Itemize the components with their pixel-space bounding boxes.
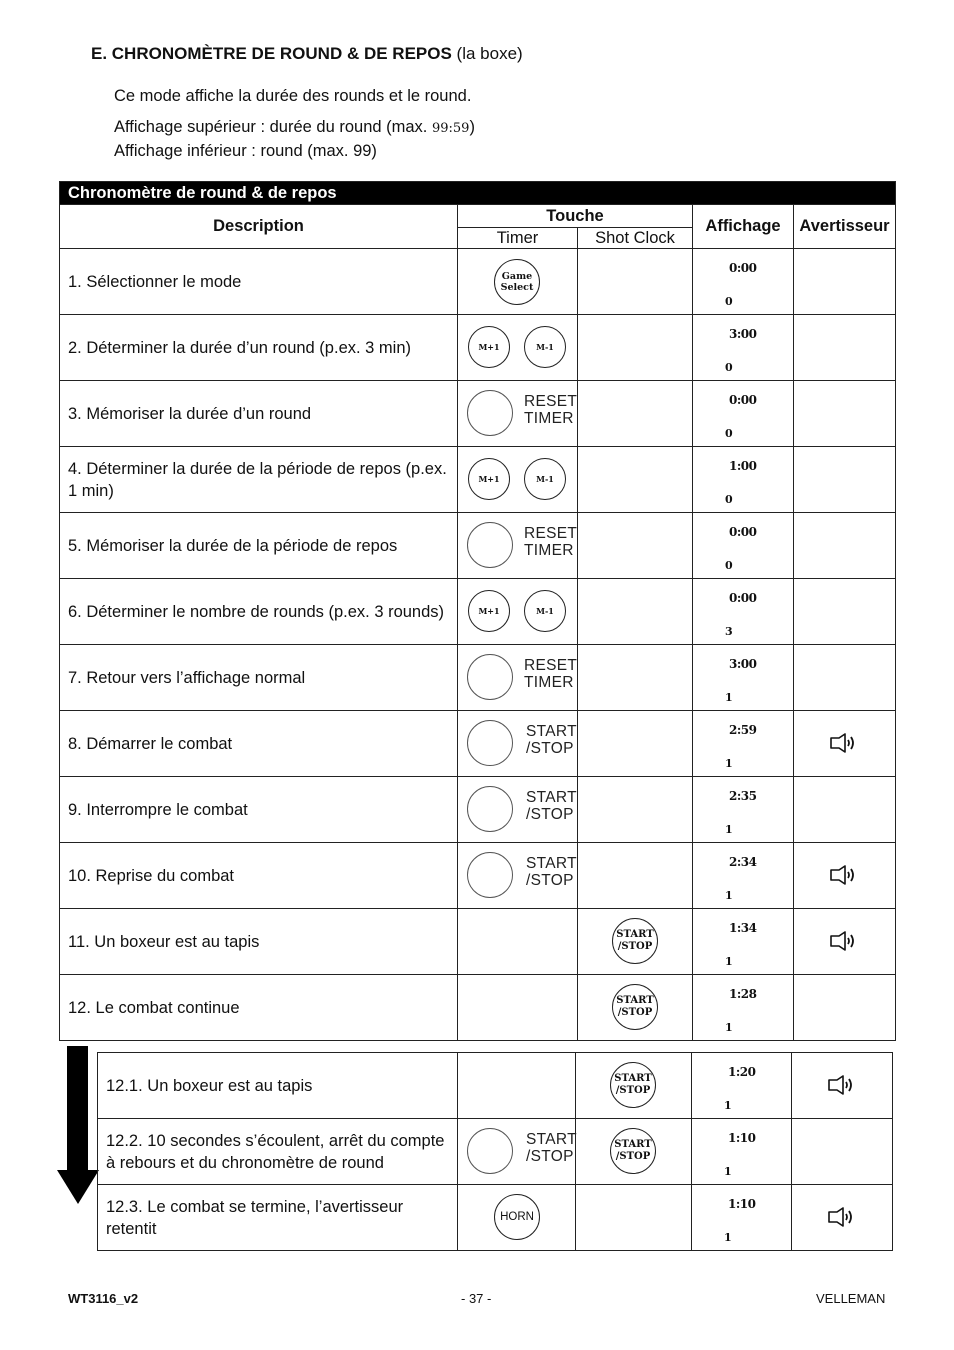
m-plus-button-icon (468, 590, 510, 632)
continuation-arrow-shaft (67, 1046, 88, 1172)
start-stop-label (526, 1131, 577, 1165)
horn-cell (794, 843, 896, 909)
display-cell (693, 975, 794, 1041)
shot-clock-key-cell (578, 711, 693, 777)
display-lower-value: 1 (725, 889, 733, 902)
display-upper-value: 1:28 (729, 987, 757, 1001)
reset-label-2: TIMER (524, 410, 574, 427)
m-plus-label: M+1 (478, 474, 500, 484)
shot-clock-key-cell (576, 1185, 692, 1251)
horn-cell (794, 447, 896, 513)
table-row (60, 975, 896, 1041)
game-select-button-icon (494, 259, 540, 305)
table-row (98, 1119, 893, 1185)
display-cell (693, 513, 794, 579)
start-stop-button-icon (467, 720, 513, 766)
shot-clock-key-cell (578, 381, 693, 447)
game-select-label-2: Select (500, 282, 534, 293)
table-row (60, 513, 896, 579)
display-lower-value: 1 (725, 1021, 733, 1034)
step-description: 12.2. 10 secondes s’écoulent, arrêt du compte à rebours et du chronomètre de round (98, 1119, 458, 1185)
horn-cell (794, 579, 896, 645)
start-label-1: START (526, 789, 577, 806)
footer-page-number: - 37 - (461, 1291, 492, 1306)
m-plus-label: M+1 (478, 342, 500, 352)
sub-table-body (98, 1053, 893, 1251)
m-minus-label: M-1 (536, 342, 554, 352)
table-title: Chronomètre de round & de repos (60, 182, 896, 205)
display-cell (693, 777, 794, 843)
display-upper-value: 0:00 (729, 393, 757, 407)
step-description: 12.3. Le combat se termine, l’avertisseur retentit (98, 1185, 458, 1251)
timer-key-cell (458, 513, 578, 579)
display-lower-value: 1 (725, 691, 733, 704)
game-select-label-1: Game (501, 271, 533, 282)
m-minus-button-icon (524, 590, 566, 632)
horn-cell (794, 315, 896, 381)
display-cell (693, 579, 794, 645)
m-plus-label: M+1 (478, 606, 500, 616)
display-cell (693, 381, 794, 447)
reset-timer-label (524, 393, 577, 427)
reset-timer-label (524, 525, 577, 559)
display-cell (692, 1185, 792, 1251)
shot-clock-key-cell (576, 1053, 692, 1119)
shot-clock-key-cell (578, 645, 693, 711)
timer-key-cell (458, 711, 578, 777)
mode-table (59, 181, 896, 1041)
reset-timer-button-icon (467, 390, 513, 436)
header-affichage: Affichage (693, 205, 794, 249)
start-stop-label (526, 855, 577, 889)
horn-cell (794, 513, 896, 579)
step-description: 9. Interrompre le combat (60, 777, 458, 843)
display-lower-value: 3 (725, 625, 733, 638)
display-cell (693, 843, 794, 909)
shot-clock-key-cell (578, 777, 693, 843)
timer-key-cell (458, 1053, 576, 1119)
table-row (60, 381, 896, 447)
step-description: 3. Mémoriser la durée d’un round (60, 381, 458, 447)
horn-speaker-icon (828, 1075, 856, 1095)
start-stop-button-icon (467, 852, 513, 898)
horn-speaker-icon (828, 1207, 856, 1227)
section-heading (91, 44, 523, 64)
shot-start-label-1: START (614, 1139, 652, 1150)
reset-label-1: RESET (524, 657, 578, 674)
timer-key-cell (458, 249, 578, 315)
horn-cell (794, 249, 896, 315)
horn-cell (794, 381, 896, 447)
footer-brand: VELLEMAN (816, 1291, 886, 1306)
step-description: 12.1. Un boxeur est au tapis (98, 1053, 458, 1119)
shot-clock-key-cell (578, 579, 693, 645)
display-lower-value: 0 (725, 295, 733, 308)
m-minus-button-icon (524, 458, 566, 500)
timer-key-cell (458, 381, 578, 447)
step-description: 1. Sélectionner le mode (60, 249, 458, 315)
shot-start-label-1: START (616, 995, 654, 1006)
horn-cell (794, 909, 896, 975)
horn-speaker-icon (830, 931, 858, 951)
intro-line-2-prefix: Affichage supérieur : durée du round (max. (114, 118, 428, 136)
timer-key-cell (458, 645, 578, 711)
m-plus-button-icon (468, 458, 510, 500)
display-upper-value: 1:00 (729, 459, 757, 473)
timer-key-cell (458, 315, 578, 381)
display-cell (693, 711, 794, 777)
display-cell (692, 1119, 792, 1185)
start-label-2: /STOP (526, 806, 574, 823)
display-upper-value: 1:34 (729, 921, 757, 935)
reset-timer-button-icon (467, 654, 513, 700)
shot-clock-key-cell (578, 843, 693, 909)
start-label-2: /STOP (526, 872, 574, 889)
display-cell (693, 315, 794, 381)
table-body (60, 249, 896, 1041)
display-upper-value: 1:20 (728, 1065, 756, 1079)
horn-cell (794, 711, 896, 777)
timer-key-cell (458, 777, 578, 843)
start-label-2: /STOP (526, 1148, 574, 1165)
reset-label-1: RESET (524, 393, 578, 410)
shot-clock-start-stop-button-icon (612, 984, 658, 1030)
display-upper-value: 3:00 (729, 657, 757, 671)
step-description: 12. Le combat continue (60, 975, 458, 1041)
display-cell (693, 249, 794, 315)
intro-line-2 (114, 118, 475, 137)
shot-start-label-2: /STOP (617, 1007, 653, 1018)
display-upper-value: 0:00 (729, 261, 757, 275)
display-upper-value: 1:10 (728, 1197, 756, 1211)
header-timer: Timer (458, 228, 578, 249)
timer-key-cell (458, 579, 578, 645)
display-lower-value: 0 (725, 559, 733, 572)
display-upper-value: 3:00 (729, 327, 757, 341)
step-description: 5. Mémoriser la durée de la période de repos (60, 513, 458, 579)
timer-key-cell (458, 1119, 576, 1185)
horn-cell (794, 777, 896, 843)
table-row (60, 579, 896, 645)
horn-cell (794, 975, 896, 1041)
shot-clock-key-cell (578, 447, 693, 513)
header-shot-clock: Shot Clock (578, 228, 693, 249)
header-avertisseur: Avertisseur (794, 205, 896, 249)
display-cell (692, 1053, 792, 1119)
start-stop-button-icon (467, 786, 513, 832)
header-touche: Touche (458, 205, 693, 228)
step-description: 8. Démarrer le combat (60, 711, 458, 777)
table-row (60, 777, 896, 843)
display-lower-value: 0 (725, 361, 733, 374)
display-upper-value: 0:00 (729, 525, 757, 539)
table-row (60, 711, 896, 777)
intro-max-value: 99:59 (431, 121, 470, 136)
horn-speaker-icon (830, 865, 858, 885)
horn-speaker-icon (830, 733, 858, 753)
display-upper-value: 2:34 (729, 855, 757, 869)
horn-button-icon (494, 1194, 540, 1240)
shot-start-label-1: START (614, 1073, 652, 1084)
table-row (60, 447, 896, 513)
display-lower-value: 0 (725, 493, 733, 506)
header-description: Description (60, 205, 458, 249)
start-label-1: START (526, 1131, 577, 1148)
display-lower-value: 1 (724, 1099, 732, 1112)
start-stop-label (526, 789, 577, 823)
start-label-2: /STOP (526, 740, 574, 757)
shot-clock-key-cell (578, 249, 693, 315)
timer-key-cell (458, 843, 578, 909)
step-description: 4. Déterminer la durée de la période de repos (p.ex. 1 min) (60, 447, 458, 513)
start-label-1: START (526, 855, 577, 872)
display-lower-value: 0 (725, 427, 733, 440)
shot-clock-start-stop-button-icon (612, 918, 658, 964)
start-label-1: START (526, 723, 577, 740)
step-description: 11. Un boxeur est au tapis (60, 909, 458, 975)
table-row (60, 249, 896, 315)
shot-start-label-2: /STOP (615, 1151, 651, 1162)
horn-cell (792, 1119, 893, 1185)
display-lower-value: 1 (724, 1165, 732, 1178)
shot-clock-key-cell (578, 909, 693, 975)
section-heading-rest: (la boxe) (456, 44, 523, 63)
section-heading-bold: E. CHRONOMÈTRE DE ROUND & DE REPOS (91, 44, 452, 63)
step-description: 2. Déterminer la durée d’un round (p.ex. 3 min) (60, 315, 458, 381)
display-lower-value: 1 (725, 955, 733, 968)
start-stop-label (526, 723, 577, 757)
m-minus-label: M-1 (536, 474, 554, 484)
footer-doc-id: WT3116_v2 (68, 1291, 139, 1306)
timer-key-cell (458, 447, 578, 513)
shot-clock-start-stop-button-icon (610, 1128, 656, 1174)
timer-key-cell (458, 909, 578, 975)
start-stop-button-icon (467, 1128, 513, 1174)
reset-timer-button-icon (467, 522, 513, 568)
display-cell (693, 909, 794, 975)
table-row (60, 645, 896, 711)
continuation-arrow-head (57, 1170, 99, 1204)
intro-line-1: Ce mode affiche la durée des rounds et le round. (114, 87, 472, 105)
shot-start-label-1: START (616, 929, 654, 940)
timer-key-cell (458, 1185, 576, 1251)
timer-key-cell (458, 975, 578, 1041)
horn-cell (794, 645, 896, 711)
table-row (60, 843, 896, 909)
shot-clock-key-cell (576, 1119, 692, 1185)
reset-timer-label (524, 657, 577, 691)
table-row (98, 1053, 893, 1119)
horn-cell (792, 1053, 893, 1119)
m-minus-label: M-1 (536, 606, 554, 616)
shot-start-label-2: /STOP (615, 1085, 651, 1096)
intro-line-2-suffix: ) (469, 118, 475, 136)
table-row (60, 909, 896, 975)
sub-steps-table (97, 1052, 893, 1251)
display-upper-value: 1:10 (728, 1131, 756, 1145)
display-upper-value: 0:00 (729, 591, 757, 605)
display-lower-value: 1 (725, 823, 733, 836)
step-description: 10. Reprise du combat (60, 843, 458, 909)
table-row (98, 1185, 893, 1251)
shot-clock-key-cell (578, 513, 693, 579)
intro-line-3: Affichage inférieur : round (max. 99) (114, 142, 377, 160)
step-description: 6. Déterminer le nombre de rounds (p.ex. 3 rounds) (60, 579, 458, 645)
m-plus-button-icon (468, 326, 510, 368)
display-upper-value: 2:35 (729, 789, 757, 803)
shot-start-label-2: /STOP (617, 941, 653, 952)
display-lower-value: 1 (724, 1231, 732, 1244)
m-minus-button-icon (524, 326, 566, 368)
display-cell (693, 447, 794, 513)
shot-clock-start-stop-button-icon (610, 1062, 656, 1108)
display-upper-value: 2:59 (729, 723, 757, 737)
display-cell (693, 645, 794, 711)
reset-label-2: TIMER (524, 674, 574, 691)
reset-label-1: RESET (524, 525, 578, 542)
reset-label-2: TIMER (524, 542, 574, 559)
shot-clock-key-cell (578, 315, 693, 381)
table-row (60, 315, 896, 381)
horn-label: HORN (500, 1211, 534, 1223)
horn-cell (792, 1185, 893, 1251)
step-description: 7. Retour vers l’affichage normal (60, 645, 458, 711)
shot-clock-key-cell (578, 975, 693, 1041)
display-lower-value: 1 (725, 757, 733, 770)
